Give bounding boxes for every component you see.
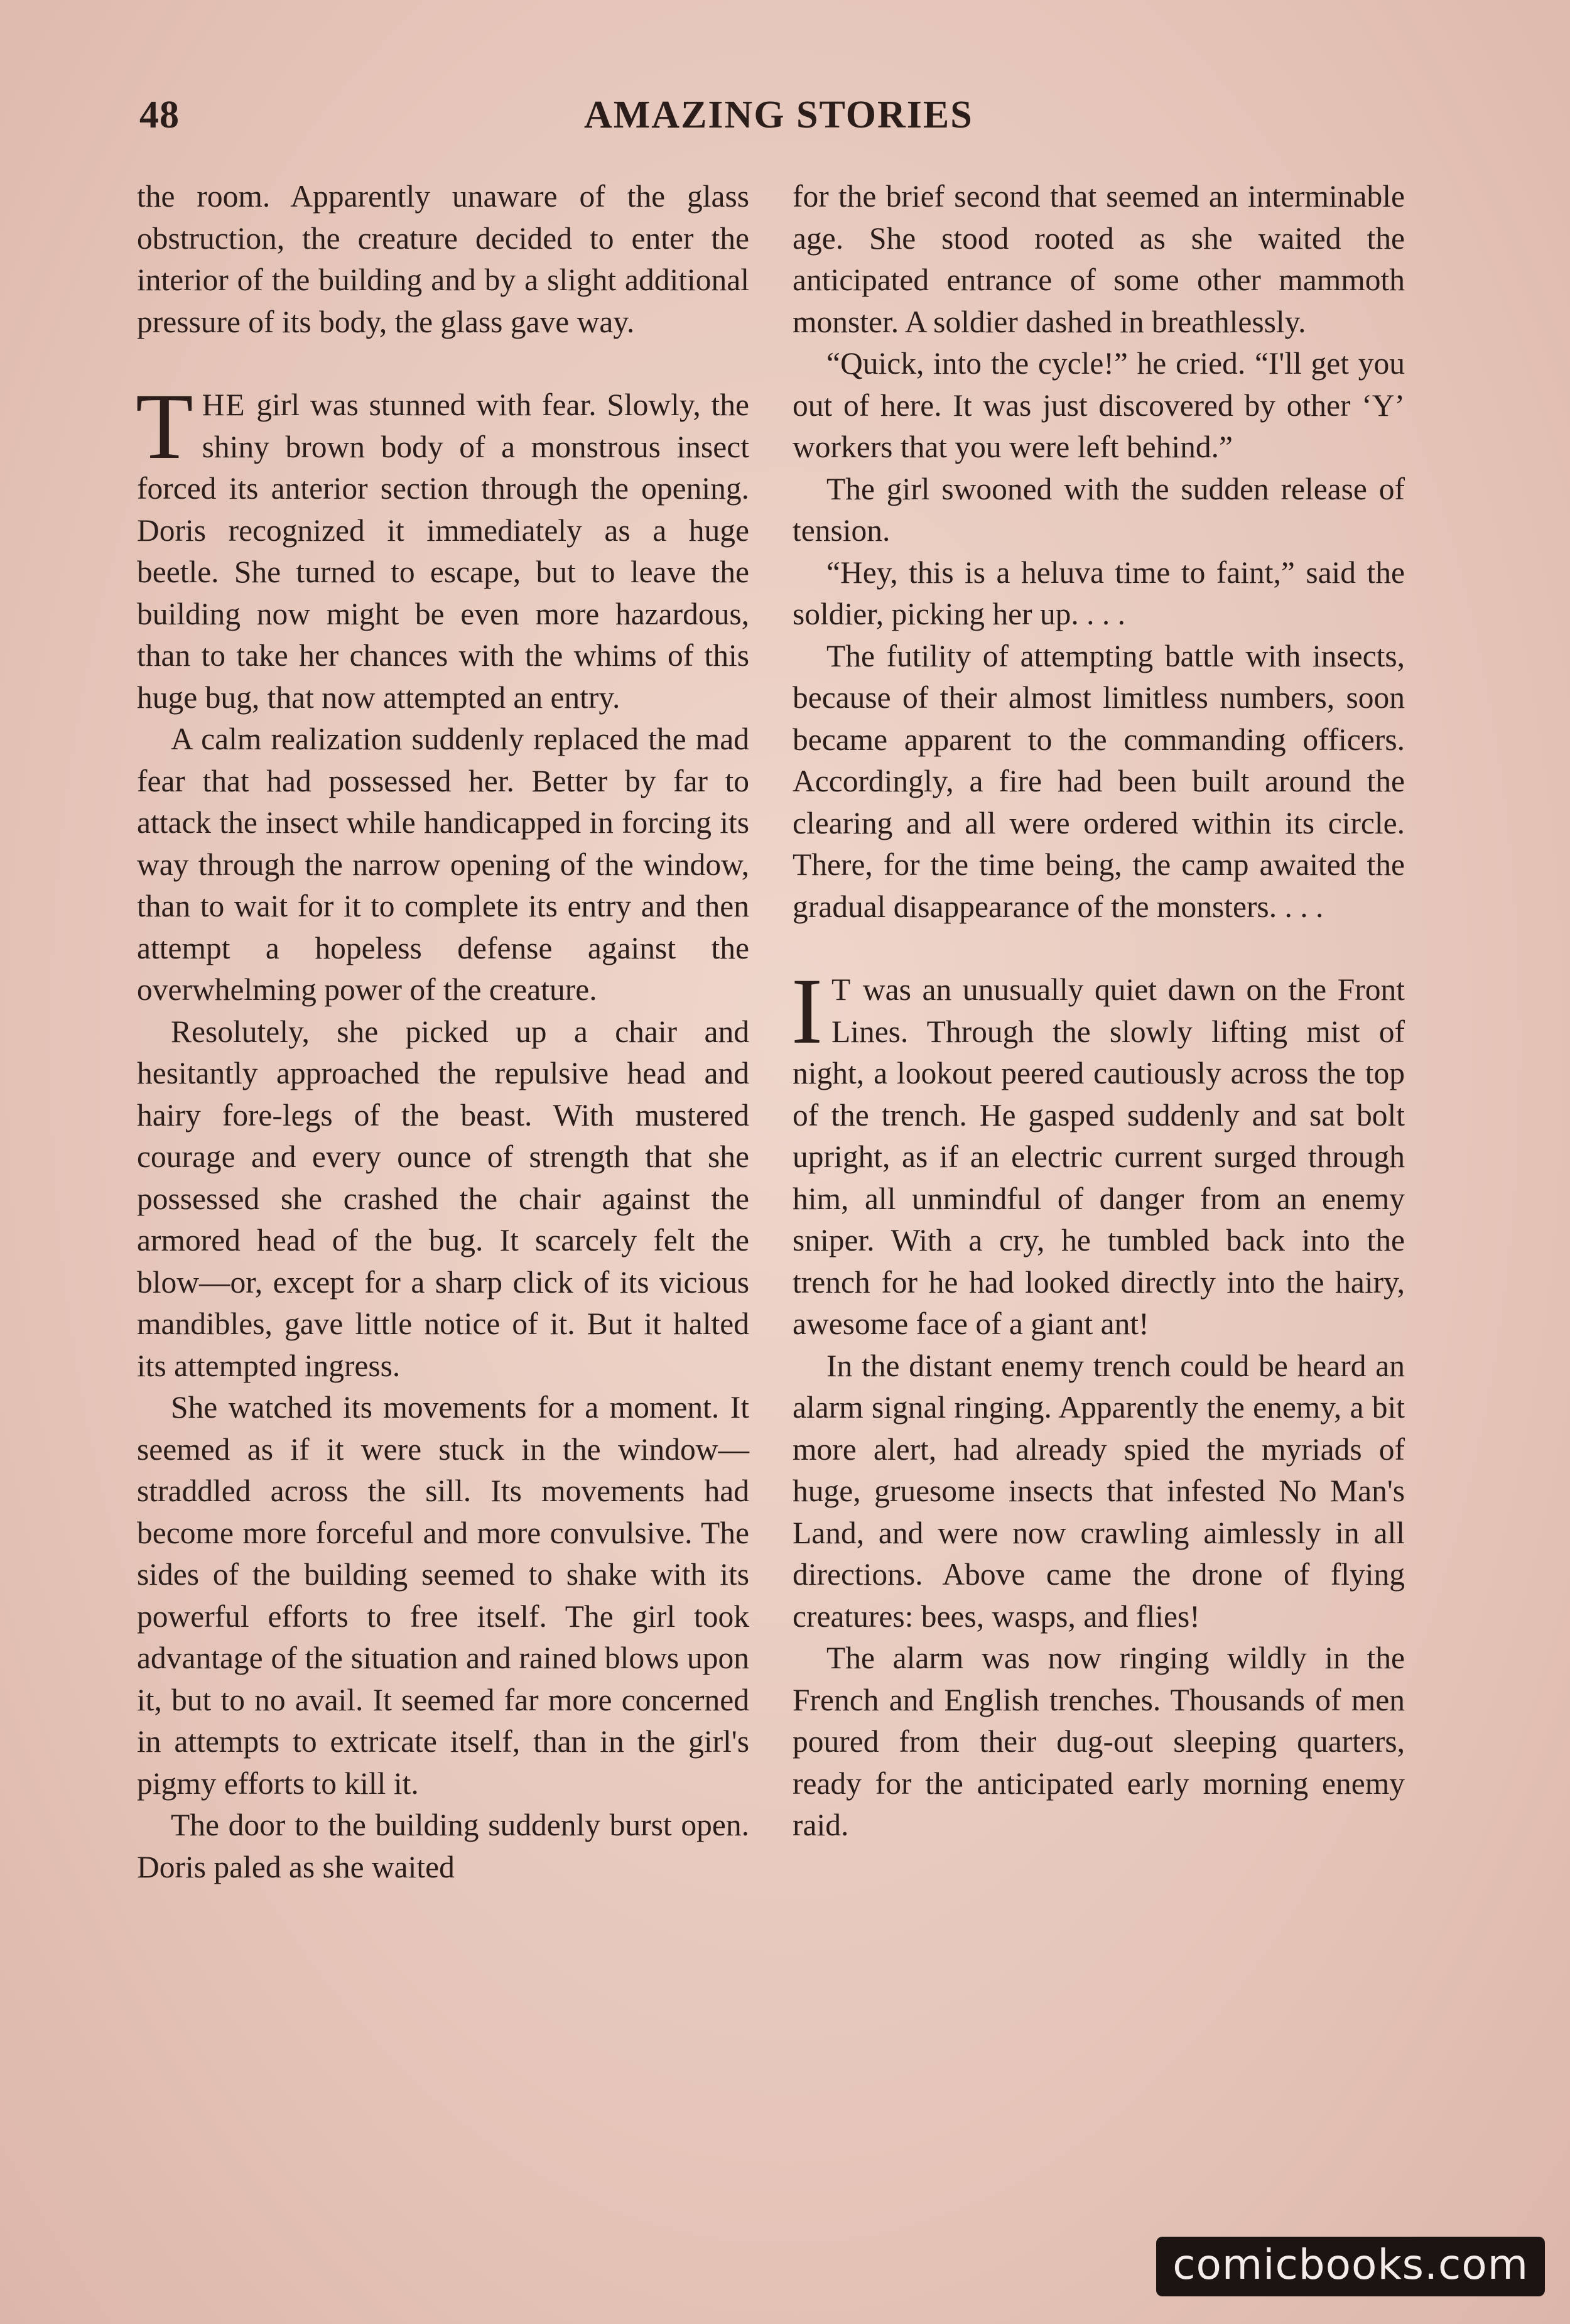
paragraph-text: girl was stunned with fear. Slowly, the shiny brown body of a monstrous insect forced its anterior section through the opening. Doris recognized it immediately as a huge beetle. She turned to escape, but to leave the building now might be even more hazardous, than to take her chances with the whims of this huge bug, that now attempted an entry. xyxy=(137,388,749,715)
small-caps-word: T xyxy=(831,972,852,1007)
paragraph: The girl swooned with the sudden release of tension. xyxy=(793,471,1405,548)
paragraph: the room. Apparently unaware of the glass obstruction, the creature decided to enter the interior of the building and by a slight additional pressure of its body, the glass gave way. xyxy=(137,179,749,339)
paragraph: “Hey, this is a heluva time to faint,” said the soldier, picking her up. . . . xyxy=(793,555,1405,631)
paragraph: The door to the building suddenly burst open. Doris paled as she waited xyxy=(137,1808,749,1884)
paragraph: A calm realization suddenly replaced the mad fear that had possessed her. Better by far to attack the insect while handicapped in forcing its way through the narrow opening of the window, than to wait for it to complete its entry and then attempt a hopeless defense against the overwhelming power of the creature. xyxy=(137,722,749,1007)
running-head: AMAZING STORIES xyxy=(584,94,973,136)
left-column xyxy=(137,176,749,1888)
paragraph: In the distant enemy trench could be heard an alarm signal ringing. Apparently the enemy, a bit more alert, had already spied the myriads of huge, gruesome insects that infested No Man's Land, and were now crawling aimlessly in all directions. Above came the drone of flying creatures: bees, wasps, and flies! xyxy=(793,1348,1405,1634)
paragraph: Resolutely, she picked up a chair and hesitantly approached the repulsive head and hairy fore-legs of the beast. With mustered courage and every ounce of strength that she possessed she crashed the chair against the armored head of the bug. It scarcely felt the blow—or, except for a sharp click of its vicious mandibles, gave little notice of it. But it halted its attempted ingress. xyxy=(137,1014,749,1383)
paragraph: She watched its movements for a moment. It seemed as if it were stuck in the window—straddled across the sill. Its movements had become more forceful and more convulsive. The sides of the building seemed to shake with its powerful efforts to free itself. The girl took advantage of the situation and rained blows upon it, but to no avail. It seemed far more concerned in attempts to extricate itself, than in the girl's pigmy efforts to kill it. xyxy=(137,1390,749,1801)
paragraph: “Quick, into the cycle!” he cried. “I'll get you out of here. It was just discovered by other ‘Y’ workers that you were left behind.” xyxy=(793,346,1405,464)
section-opening-paragraph xyxy=(791,959,1405,1345)
right-column xyxy=(793,176,1405,1847)
page-number: 48 xyxy=(139,94,180,136)
drop-cap: T xyxy=(136,374,193,479)
small-caps-word: HE xyxy=(202,388,246,422)
drop-cap: I xyxy=(791,959,823,1063)
paragraph-text: was an unusually quiet dawn on the Front Lines. Through the slowly lifting mist of night, a lookout peered cautiously across the top of the trench. He gasped suddenly and sat bolt upright, as if an electric current surged through him, all unmindful of danger from an enemy sniper. With a cry, he tumbled back into the trench for he had looked directly into the hairy, awesome face of a giant ant! xyxy=(793,972,1405,1341)
watermark: comicbooks.com xyxy=(1156,2237,1545,2296)
section-opening-paragraph xyxy=(136,374,749,719)
paragraph: The alarm was now ringing wildly in the French and English trenches. Thousands of men poured from their dug-out sleeping quarters, ready for the anticipated early morning enemy raid. xyxy=(793,1641,1405,1842)
paragraph: The futility of attempting battle with insects, because of their almost limitless numbers, soon became apparent to the commanding officers. Accordingly, a fire had been built around the clearing and all were ordered within its circle. There, for the time being, the camp awaited the gradual disappearance of the monsters. . . . xyxy=(793,638,1405,924)
paragraph: for the brief second that seemed an interminable age. She stood rooted as she waited the anticipated entrance of some other mammoth monster. A soldier dashed in breathlessly. xyxy=(793,179,1405,339)
